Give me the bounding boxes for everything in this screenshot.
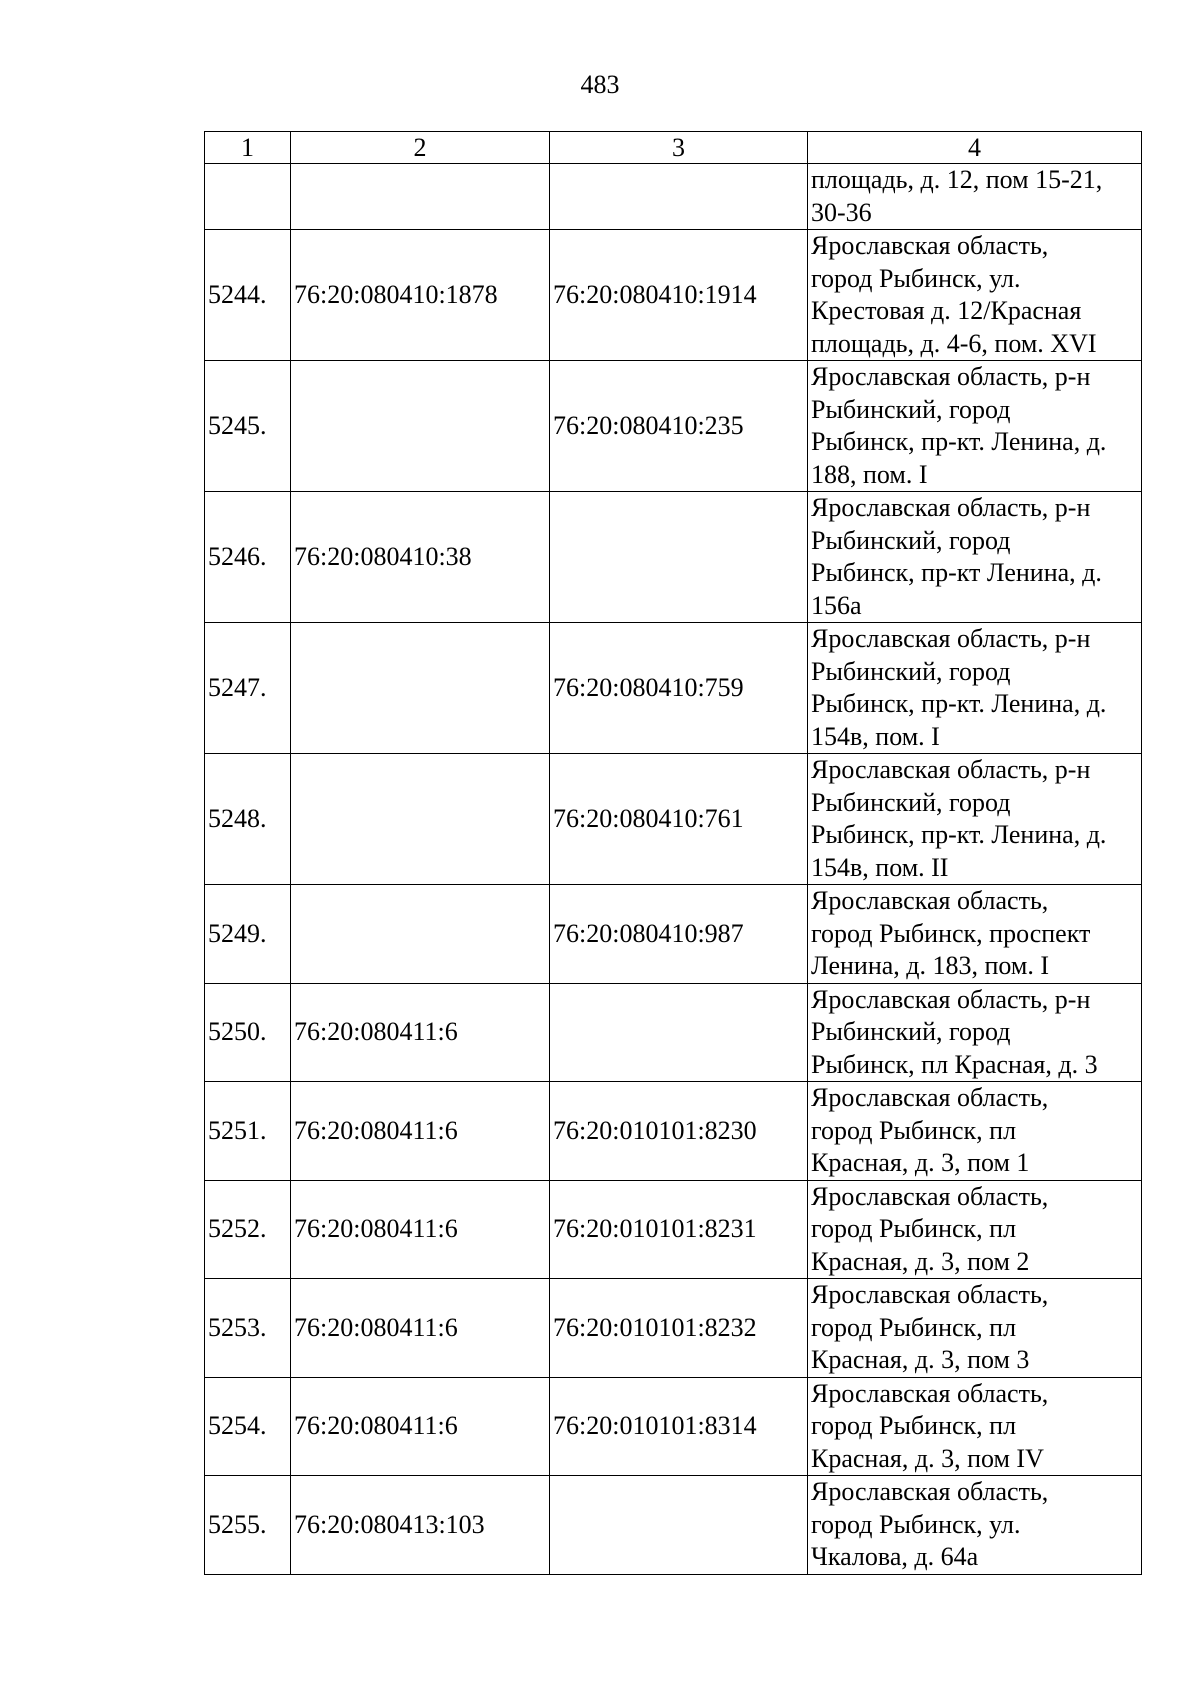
cadastral-parcel-cell — [291, 164, 550, 230]
address-cell — [808, 983, 1142, 1082]
address-text: Ярославская область, город Рыбинск, пл Красная, д. 3, пом 1 — [811, 1083, 1049, 1177]
table-body — [205, 132, 1142, 1575]
cadastral-parcel-cell: 76:20:080411:6 — [291, 1279, 550, 1378]
address-cell — [808, 164, 1142, 230]
table-row — [205, 1279, 1142, 1378]
table-row — [205, 1476, 1142, 1575]
address-text: Ярославская область, р-н Рыбинский, город Рыбинск, пр-кт Ленина, д. 156а — [811, 493, 1102, 620]
table-row — [205, 164, 1142, 230]
address-cell — [808, 361, 1142, 492]
row-number-cell: 5245. — [205, 361, 291, 492]
row-number-cell: 5244. — [205, 230, 291, 361]
cadastral-object-cell: 76:20:080410:235 — [550, 361, 808, 492]
cadastral-object-cell: 76:20:010101:8231 — [550, 1180, 808, 1279]
row-number-cell: 5248. — [205, 754, 291, 885]
cadastral-object-cell: 76:20:010101:8232 — [550, 1279, 808, 1378]
cadastral-object-cell: 76:20:080410:761 — [550, 754, 808, 885]
address-text: Ярославская область, город Рыбинск, ул. Крестовая д. 12/Красная площадь, д. 4-6, пом. XVI — [811, 231, 1097, 358]
address-text: Ярославская область, р-н Рыбинский, город Рыбинск, пр-кт. Ленина, д. 188, пом. I — [811, 362, 1107, 489]
cadastral-object-cell: 76:20:080410:987 — [550, 885, 808, 984]
address-text: площадь, д. 12, пом 15-21, 30-36 — [811, 165, 1103, 227]
cadastral-parcel-cell: 76:20:080410:1878 — [291, 230, 550, 361]
address-text: Ярославская область, город Рыбинск, пл Красная, д. 3, пом 3 — [811, 1280, 1049, 1374]
address-text: Ярославская область, р-н Рыбинский, город Рыбинск, пр-кт. Ленина, д. 154в, пом. II — [811, 755, 1107, 882]
table-row — [205, 230, 1142, 361]
table-row — [205, 885, 1142, 984]
address-text: Ярославская область, город Рыбинск, пл Красная, д. 3, пом 2 — [811, 1181, 1049, 1276]
cadastral-parcel-cell: 76:20:080410:38 — [291, 492, 550, 623]
address-text: Ярославская область, город Рыбинск, ул. Чкалова, д. 64а — [811, 1477, 1049, 1571]
table-row — [205, 1082, 1142, 1181]
address-text: Ярославская область, р-н Рыбинский, город Рыбинск, пр-кт. Ленина, д. 154в, пом. I — [811, 624, 1107, 751]
cadastral-parcel-cell — [291, 754, 550, 885]
table-row — [205, 1377, 1142, 1476]
address-cell — [808, 1180, 1142, 1279]
row-number-cell: 5252. — [205, 1180, 291, 1279]
cadastral-parcel-cell — [291, 361, 550, 492]
page-number: 483 — [580, 70, 620, 99]
table-row — [205, 754, 1142, 885]
cadastral-object-cell: 76:20:010101:8230 — [550, 1082, 808, 1181]
cadastral-parcel-cell: 76:20:080411:6 — [291, 1180, 550, 1279]
cadastral-parcel-cell — [291, 623, 550, 754]
row-number-cell: 5246. — [205, 492, 291, 623]
cadastral-object-cell — [550, 492, 808, 623]
address-text: Ярославская область, город Рыбинск, пл Красная, д. 3, пом IV — [811, 1378, 1049, 1473]
header-row — [205, 132, 1142, 164]
address-cell — [808, 885, 1142, 984]
row-number-cell: 5251. — [205, 1082, 291, 1181]
cadastral-object-cell — [550, 1476, 808, 1575]
row-number-cell: 5247. — [205, 623, 291, 754]
cadastral-object-cell — [550, 164, 808, 230]
table-row — [205, 492, 1142, 623]
address-cell — [808, 1082, 1142, 1181]
column-header-1: 1 — [205, 132, 291, 164]
column-header-3: 3 — [550, 132, 808, 164]
row-number-cell — [205, 164, 291, 230]
row-number-cell: 5255. — [205, 1476, 291, 1575]
row-number-cell: 5250. — [205, 983, 291, 1082]
cadastral-table — [204, 131, 1142, 1575]
table-row — [205, 1180, 1142, 1279]
address-cell — [808, 492, 1142, 623]
column-header-2: 2 — [291, 132, 550, 164]
table-row — [205, 623, 1142, 754]
table-row — [205, 361, 1142, 492]
row-number-cell: 5254. — [205, 1377, 291, 1476]
cadastral-parcel-cell: 76:20:080411:6 — [291, 1377, 550, 1476]
table-row — [205, 983, 1142, 1082]
cadastral-parcel-cell: 76:20:080413:103 — [291, 1476, 550, 1575]
cadastral-object-cell: 76:20:010101:8314 — [550, 1377, 808, 1476]
row-number-cell: 5253. — [205, 1279, 291, 1378]
address-cell — [808, 1377, 1142, 1476]
address-cell — [808, 623, 1142, 754]
column-header-4: 4 — [808, 132, 1142, 164]
cadastral-parcel-cell: 76:20:080411:6 — [291, 983, 550, 1082]
address-cell — [808, 1279, 1142, 1378]
cadastral-parcel-cell: 76:20:080411:6 — [291, 1082, 550, 1181]
address-cell — [808, 1476, 1142, 1575]
cadastral-object-cell: 76:20:080410:1914 — [550, 230, 808, 361]
row-number-cell: 5249. — [205, 885, 291, 984]
cadastral-parcel-cell — [291, 885, 550, 984]
cadastral-object-cell — [550, 983, 808, 1082]
address-text: Ярославская область, город Рыбинск, проспект Ленина, д. 183, пом. I — [811, 886, 1091, 980]
address-text: Ярославская область, р-н Рыбинский, город Рыбинск, пл Красная, д. 3 — [811, 984, 1098, 1079]
address-cell — [808, 230, 1142, 361]
cadastral-object-cell: 76:20:080410:759 — [550, 623, 808, 754]
address-cell — [808, 754, 1142, 885]
